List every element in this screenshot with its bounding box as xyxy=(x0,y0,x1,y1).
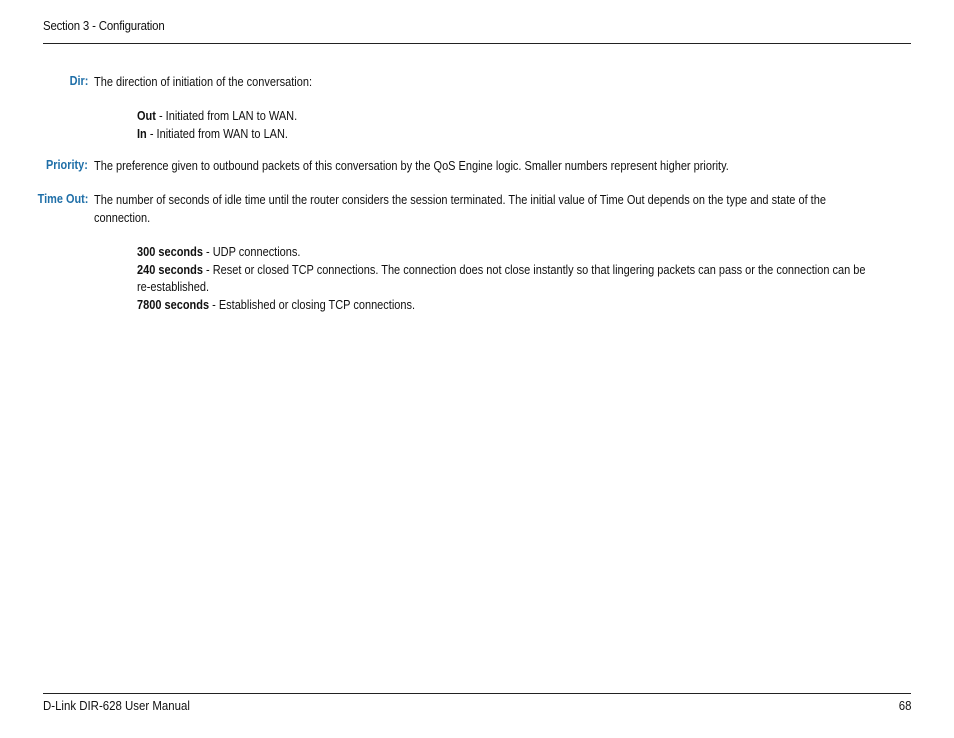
timeout-option-240 xyxy=(137,261,881,296)
desc-timeout: The number of seconds of idle time until the router considers the session terminated. The initial value of Time Out depends on the type and state of the connection. xyxy=(94,192,826,225)
dir-options-list xyxy=(137,107,881,142)
option-name: 300 seconds xyxy=(137,244,203,259)
footer-rule xyxy=(43,693,911,694)
option-text: - Reset or closed TCP connections. The connection does not close instantly so that lingering packets can pass or the connection can be re-established. xyxy=(137,261,866,294)
option-text: - Initiated from LAN to WAN. xyxy=(155,108,298,123)
option-text: - Initiated from WAN to LAN. xyxy=(146,125,288,141)
term-dir: Dir: xyxy=(69,73,88,88)
option-text: - UDP connections. xyxy=(202,244,301,259)
term-timeout: Time Out: xyxy=(37,191,88,206)
desc-dir: The direction of initiation of the conversation: xyxy=(94,74,312,89)
dir-option-out xyxy=(137,107,881,125)
timeout-option-7800 xyxy=(137,296,881,314)
option-name: Out xyxy=(137,108,156,123)
option-name: In xyxy=(137,125,147,141)
footer-manual-title: D-Link DIR-628 User Manual xyxy=(43,698,190,713)
option-text: - Established or closing TCP connections. xyxy=(209,296,416,312)
term-priority: Priority: xyxy=(46,157,88,172)
option-name: 240 seconds xyxy=(137,261,203,277)
desc-priority: The preference given to outbound packets of this conversation by the QoS Engine logic. Smaller numbers represent higher priority. xyxy=(94,158,729,173)
section-header: Section 3 - Configuration xyxy=(43,18,165,33)
header-rule xyxy=(43,43,911,44)
footer-page-number: 68 xyxy=(898,698,911,713)
option-name: 7800 seconds xyxy=(137,296,210,312)
dir-option-in xyxy=(137,125,881,143)
timeout-option-300 xyxy=(137,243,881,261)
timeout-options-list xyxy=(137,243,881,313)
